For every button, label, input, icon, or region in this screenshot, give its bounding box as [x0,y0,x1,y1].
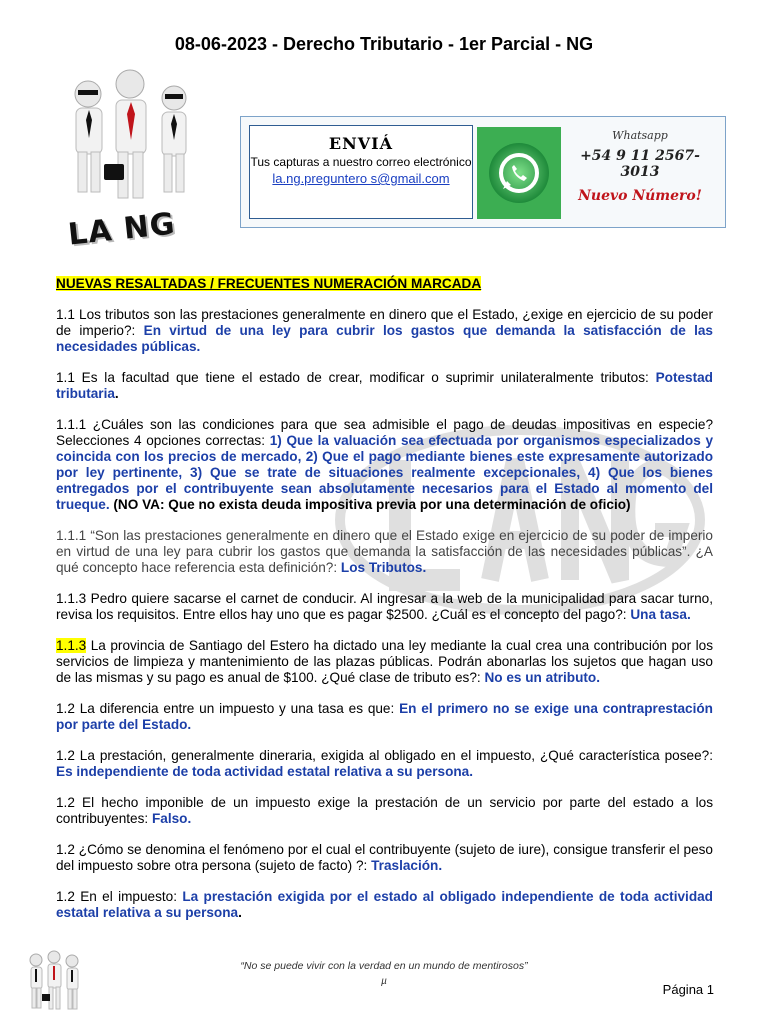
new-number-label: Nuevo Número! [578,188,702,204]
question-item [56,591,713,623]
question-answer: 1) Que la valuación sea efectuada por organismos especializados y coincida con los precios de mercado, 2) Que el pago mediante bienes este expresamente autorizado por ley pertinente, 3) Que se trate de situaciones realmente excepcionales, 4) Que los bienes entregados por el contribuyente sean absolutamente necesarios para el Estado al momento del trueque. [56,433,713,512]
question-item [56,370,713,402]
question-text: 1.1.3 Pedro quiere sacarse el carnet de conducir. Al ingresar a la web de la municipalidad para sacar turno, revisa los requisitos. Entre ellos hay uno que es pagar $2500. ¿Cuál es el concepto del pago?: [56,591,713,622]
question-text: 1.2 El hecho imponible de un impuesto exige la prestación de un servicio por parte del estado a los contribuyentes: [56,795,713,826]
question-answer: La prestación exigida por el estado al obligado independiente de toda actividad estatal relativa a su persona [56,889,713,920]
question-text: 1.2 En el impuesto: [56,889,183,904]
footer-mu: µ [381,976,387,987]
answer-suffix: . [114,386,119,401]
page-number: Página 1 [662,982,714,997]
question-item [56,528,713,576]
contact-banner [240,116,726,228]
question-item [56,417,713,513]
question-answer: En el primero no se exige una contraprestación por parte del Estado. [56,701,713,732]
banner-email-box [249,125,473,219]
question-answer: Traslación. [371,858,443,873]
whatsapp-icon [477,127,561,219]
question-text: 1.1.1 ¿Cuáles son las condiciones para que sea admisible el pago de deudas impositivas en especie? Selecciones 4 opciones correctas: [56,417,713,448]
question-answer: Falso. [151,811,192,826]
question-item [56,795,713,827]
question-item [56,307,713,355]
question-note: (NO VA: Que no exista deuda impositiva previa por una determinación de oficio) [109,497,631,512]
question-text: 1.2 La prestación, generalmente dineraria, exigida al obligado en el impuesto, ¿Qué característica posee?: [56,748,713,763]
question-text: 1.1 Es la facultad que tiene el estado de crear, modificar o suprimir unilateralmente tributos: [56,370,656,385]
highlighted-number: 1.1.3 [56,638,87,653]
answer-suffix: . [238,905,242,920]
question-text: 1.2 ¿Cómo se denomina el fenómeno por el cual el contribuyente (sujeto de iure), consigue transferir el peso del impuesto sobre otra persona (sujeto de facto) ?: [56,842,713,873]
whatsapp-info [565,129,715,204]
question-item [56,889,713,921]
whatsapp-label: Whatsapp [612,129,668,142]
question-item [56,842,713,874]
question-text: 1.1 Los tributos son las prestaciones generalmente en dinero que el Estado, ¿exige en ejercicio de su poder de imperio?: [56,307,713,338]
question-answer: En virtud de una ley para cubrir los gastos que demanda la satisfacción de las necesidades públicas. [56,323,713,354]
phone-number: +54 9 11 2567-3013 [580,148,700,180]
question-item [56,638,713,686]
banner-text: Tus capturas a nuestro correo electrónico [250,155,472,169]
question-answer: Los Tributos. [340,560,427,575]
page-title: 08-06-2023 - Derecho Tributario - 1er Parcial - NG [174,34,594,54]
question-item [56,748,713,780]
question-item [56,701,713,733]
question-text: 1.1.1 “Son las prestaciones generalmente en dinero que el Estado exige en ejercicio de su poder de imperio en virtud de una ley para cubrir los gastos que demanda la satisfacción de las necesidades públicas”. ¿A qué concepto hace referencia esta definición?: [56,528,713,575]
banner-heading: ENVIÁ [328,134,394,153]
logo-text: LA NG [66,206,178,253]
section-heading: NUEVAS RESALTADAS / FRECUENTES NUMERACIÓN MARCADA [56,276,482,291]
question-answer: Una tasa. [630,607,691,622]
questions-content [56,276,713,936]
question-answer: Potestad tributaria [56,370,713,401]
question-text: La provincia de Santiago del Estero ha dictado una ley mediante la cual crea una contribución por los servicios de limpieza y mantenimiento de las plazas públicas. Podrán abonarlas los sujetos que hagan uso de las mismas y su pago es anual de $100. ¿Qué clase de tributo es?: [56,638,713,685]
question-answer: Es independiente de toda actividad estatal relativa a su persona. [56,764,474,779]
footer-quote: “No se puede vivir con la verdad en un mundo de mentirosos” [240,960,528,972]
question-answer: No es un atributo. [484,670,600,685]
question-text: 1.2 La diferencia entre un impuesto y una tasa es que: [56,701,400,716]
email-link[interactable]: la.ng.preguntero s@gmail.com [272,171,450,186]
